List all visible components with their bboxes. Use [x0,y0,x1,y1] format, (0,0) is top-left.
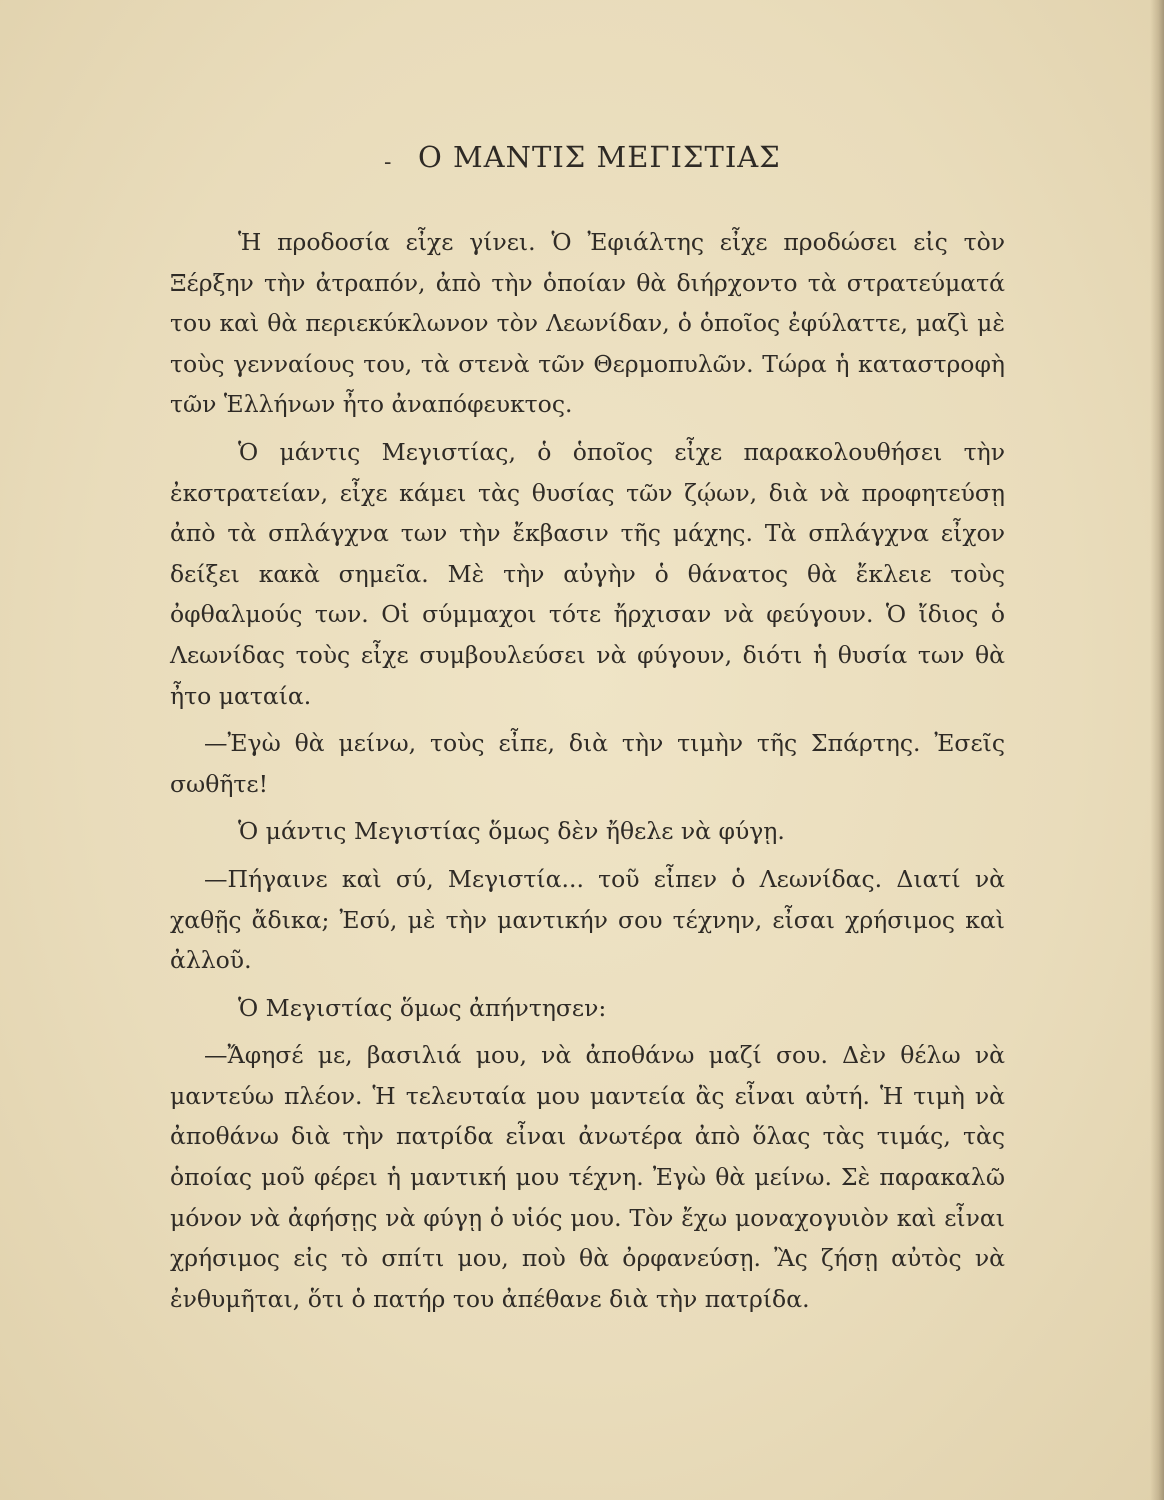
paragraph-7: —Ἄφησέ με, βασιλιά μου, νὰ ἀποθάνω μαζί σου. Δὲν θέλω νὰ μαντεύω πλέον. Ἡ τελευταία μου μαντεία ἂς εἶναι αὐτή. Ἡ τιμὴ νὰ ἀποθάνω διὰ τὴν πατρίδα εἶναι ἀνωτέρα ἀπὸ ὅλας τὰς τιμάς, τὰς ὁποίας μοῦ φέρει ἡ μαντική μου τέχνη. Ἐγὼ θὰ μείνω. Σὲ παρακαλῶ μόνον νὰ ἀφήσῃς νὰ φύγῃ ὁ υἱός μου. Τὸν ἔχω μοναχογυιὸν καὶ εἶναι χρήσιμος εἰς τὸ σπίτι μου, ποὺ θὰ ὀρφανεύσῃ. Ἂς ζήσῃ αὐτὸς νὰ ἐνθυμῆται, ὅτι ὁ πατήρ του ἀπέθανε διὰ τὴν πατρίδα. [170,1041,1005,1313]
paragraph-1: Ἡ προδοσία εἶχε γίνει. Ὁ Ἐφιάλτης εἶχε προδώσει εἰς τὸν Ξέρξην τὴν ἀτραπόν, ἀπὸ τὴν ὁποίαν θὰ διήρχοντο τὰ στρατεύματά του καὶ θὰ περιεκύκλωνον τὸν Λεωνίδαν, ὁ ὁποῖος ἐφύλαττε, μαζὶ μὲ τοὺς γενναίους του, τὰ στενὰ τῶν Θερμοπυλῶν. Τώρα ἡ καταστροφὴ τῶν Ἑλλήνων ἦτο ἀναπόφευκτος. [170,228,1005,419]
paragraph-6: Ὁ Μεγιστίας ὅμως ἀπήντησεν: [238,993,607,1022]
page-edge-shadow [1150,0,1164,1500]
chapter-title: Ο ΜΑΝΤΙΣ ΜΕΓΙΣΤΙΑΣ [418,140,781,174]
body-text [170,222,1005,1326]
title-dash-mark: - [384,150,392,175]
paragraph-2: Ὁ μάντις Μεγιστίας, ὁ ὁποῖος εἶχε παρακολουθήσει τὴν ἐκστρατείαν, εἶχε κάμει τὰς θυσίας τῶν ζῴων, διὰ νὰ προφητεύσῃ ἀπὸ τὰ σπλάγχνα των τὴν ἔκβασιν τῆς μάχης. Τὰ σπλάγχνα εἶχον δείξει κακὰ σημεῖα. Μὲ τὴν αὐγὴν ὁ θάνατος θὰ ἔκλειε τοὺς ὀφθαλμούς των. Οἱ σύμμαχοι τότε ἤρχισαν νὰ φεύγουν. Ὁ ἴδιος ὁ Λεωνίδας τοὺς εἶχε συμβουλεύσει νὰ φύγουν, διότι ἡ θυσία των θὰ ἦτο ματαία. [170,437,1005,710]
paragraph-4: Ὁ μάντις Μεγιστίας ὅμως δὲν ἤθελε νὰ φύγῃ. [238,817,785,846]
paragraph-3: —Ἐγὼ θὰ μείνω, τοὺς εἶπε, διὰ τὴν τιμὴν τῆς Σπάρτης. Ἐσεῖς σωθῆτε! [170,729,1005,798]
paragraph-5: —Πήγαινε καὶ σύ, Μεγιστία... τοῦ εἶπεν ὁ Λεωνίδας. Διατί νὰ χαθῇς ἄδικα; Ἐσύ, μὲ τὴν μαντικήν σου τέχνην, εἶσαι χρήσιμος καὶ ἀλλοῦ. [170,864,1005,975]
